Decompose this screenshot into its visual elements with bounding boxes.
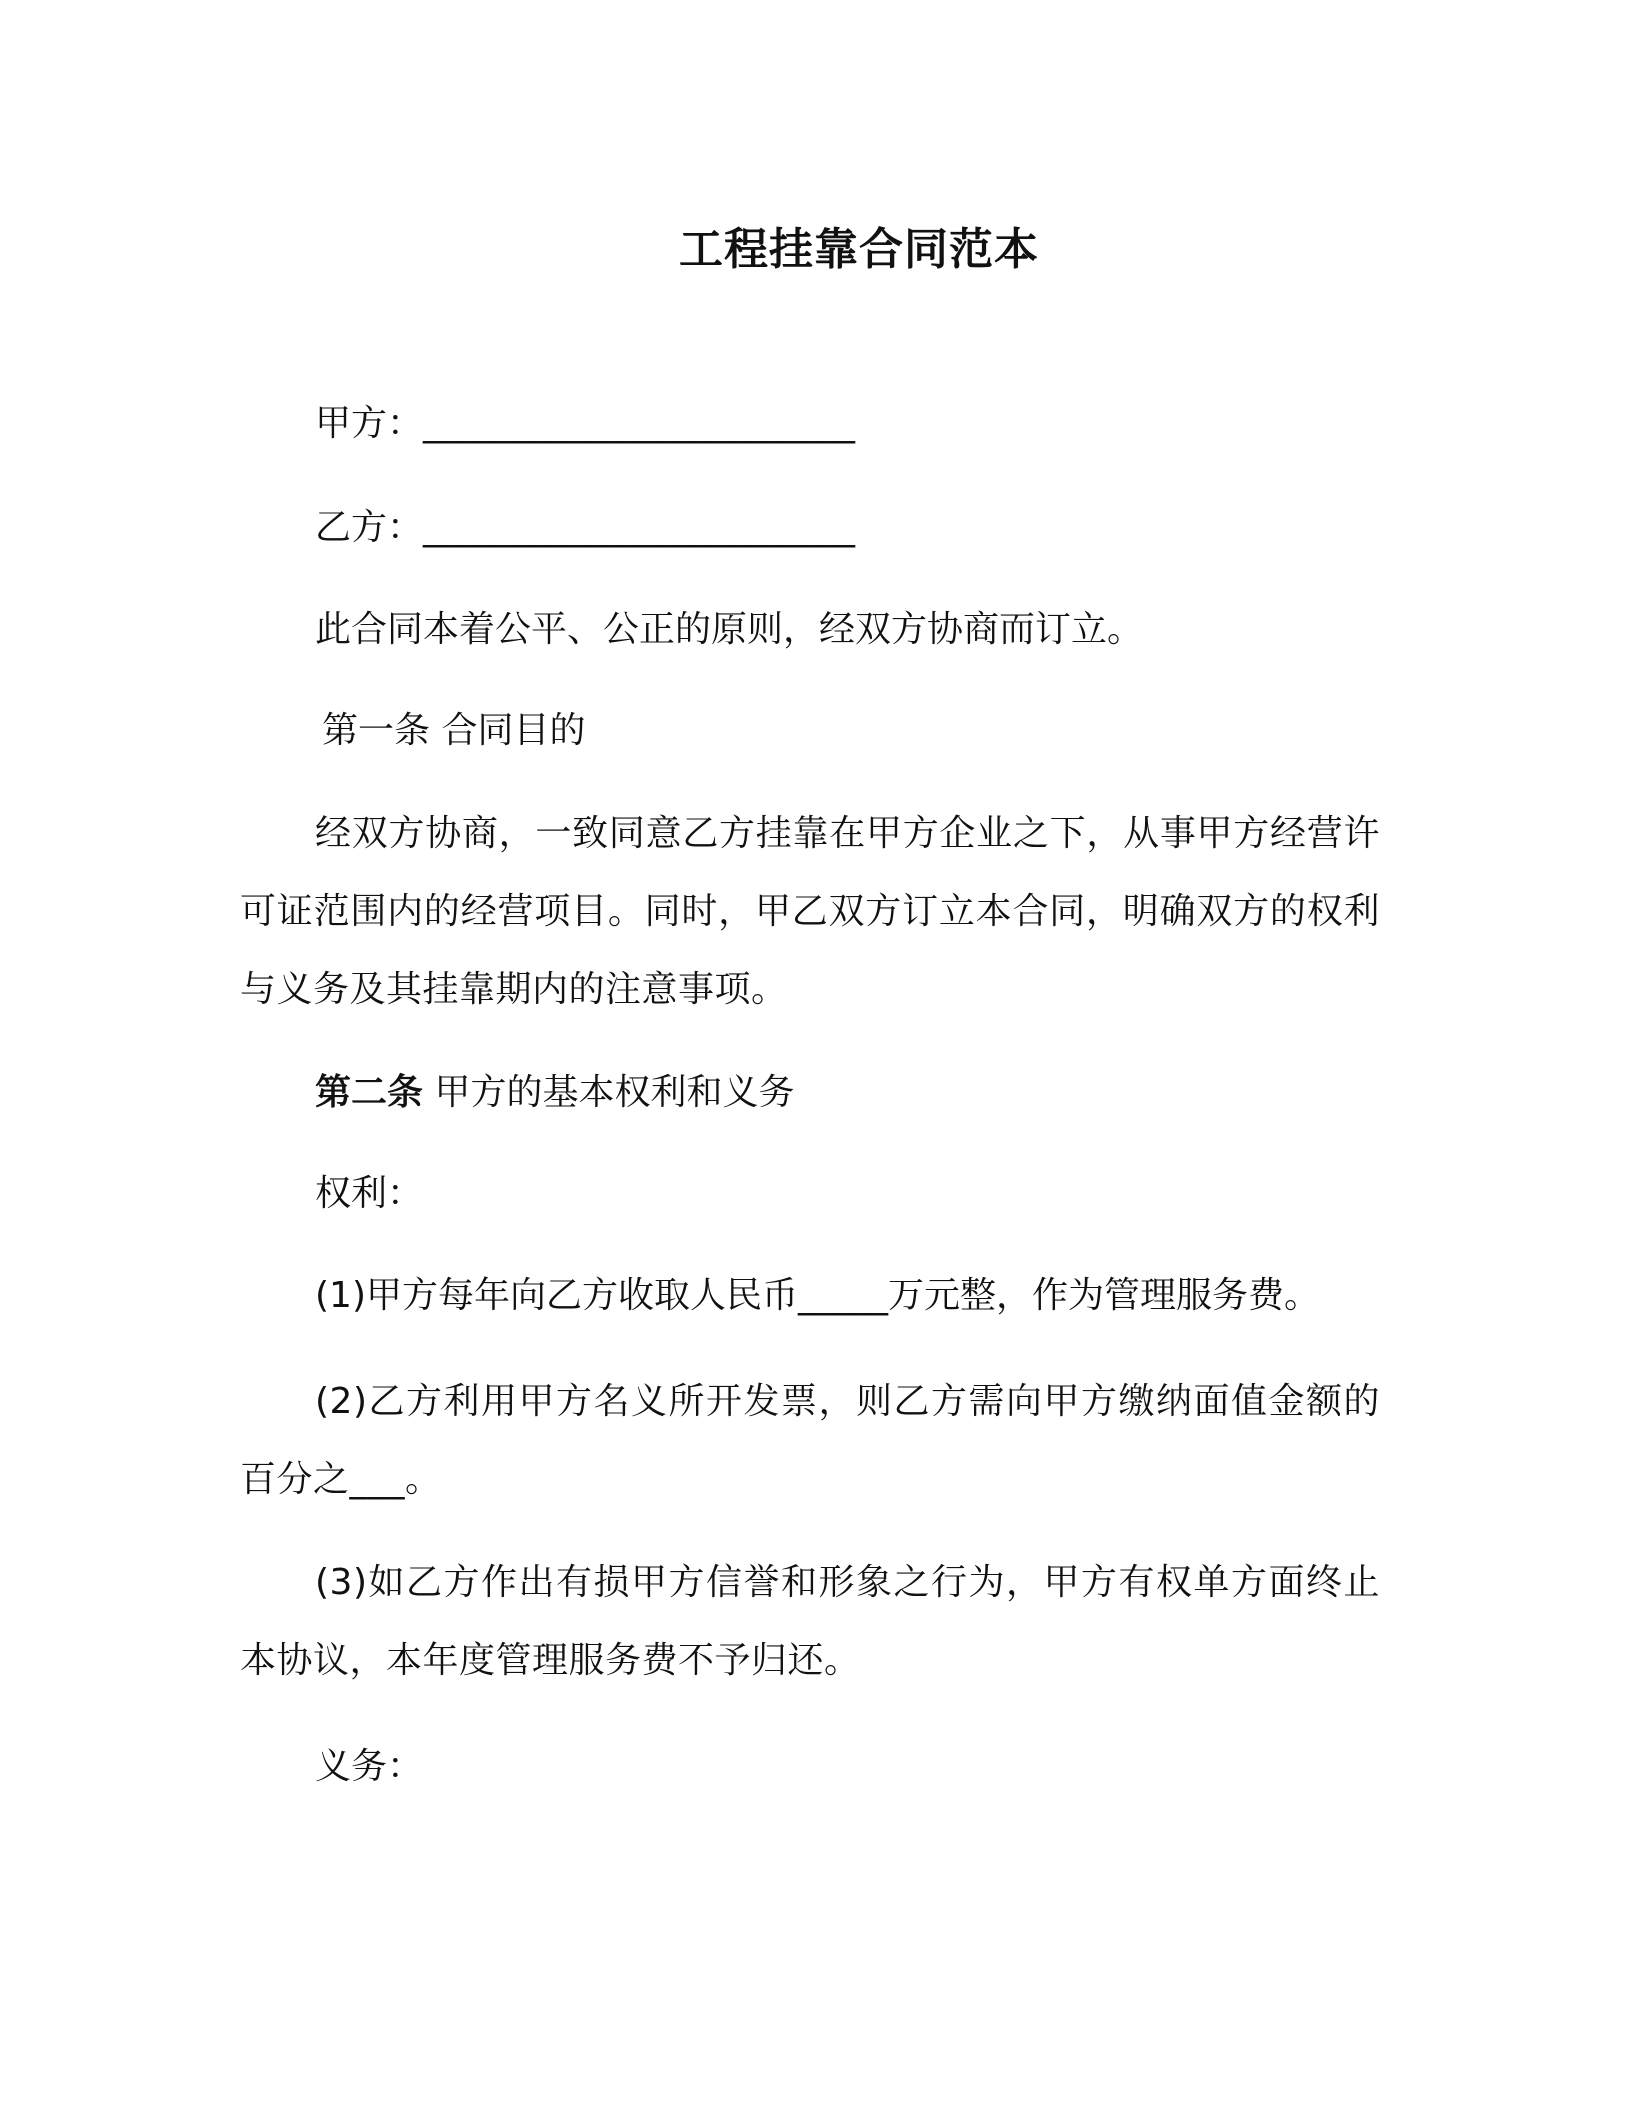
right-item-2: (2)乙方利用甲方名义所开发票，则乙方需向甲方缴纳面值金额的百分之___。 (240, 1381, 1380, 1500)
party-b-line: 乙方：________________________ (315, 507, 856, 548)
article1-heading: 第一条 合同目的 (322, 710, 586, 751)
party-a-line: 甲方：________________________ (315, 403, 856, 444)
right-item-3: (3)如乙方作出有损甲方信誉和形象之行为，甲方有权单方面终止本协议，本年度管理服务费不予归还。 (240, 1562, 1380, 1681)
rights-label: 权利： (315, 1173, 424, 1214)
intro-paragraph: 此合同本着公平、公正的原则，经双方协商而订立。 (315, 609, 1144, 650)
article1-body: 经双方协商，一致同意乙方挂靠在甲方企业之下，从事甲方经营许可证范围内的经营项目。同时，甲乙双方订立本合同，明确双方的权利与义务及其挂靠期内的注意事项。 (240, 813, 1380, 1010)
article2-heading-text: 甲方的基本权利和义务 (423, 1072, 795, 1113)
article2-heading (315, 1068, 794, 1117)
document-title: 工程挂靠合同范本 (679, 224, 1039, 275)
article2-heading-prefix: 第二条 (315, 1071, 424, 1113)
right-item-1: (1)甲方每年向乙方收取人民币_____万元整，作为管理服务费。 (315, 1275, 1320, 1316)
duties-label: 义务： (315, 1746, 424, 1787)
